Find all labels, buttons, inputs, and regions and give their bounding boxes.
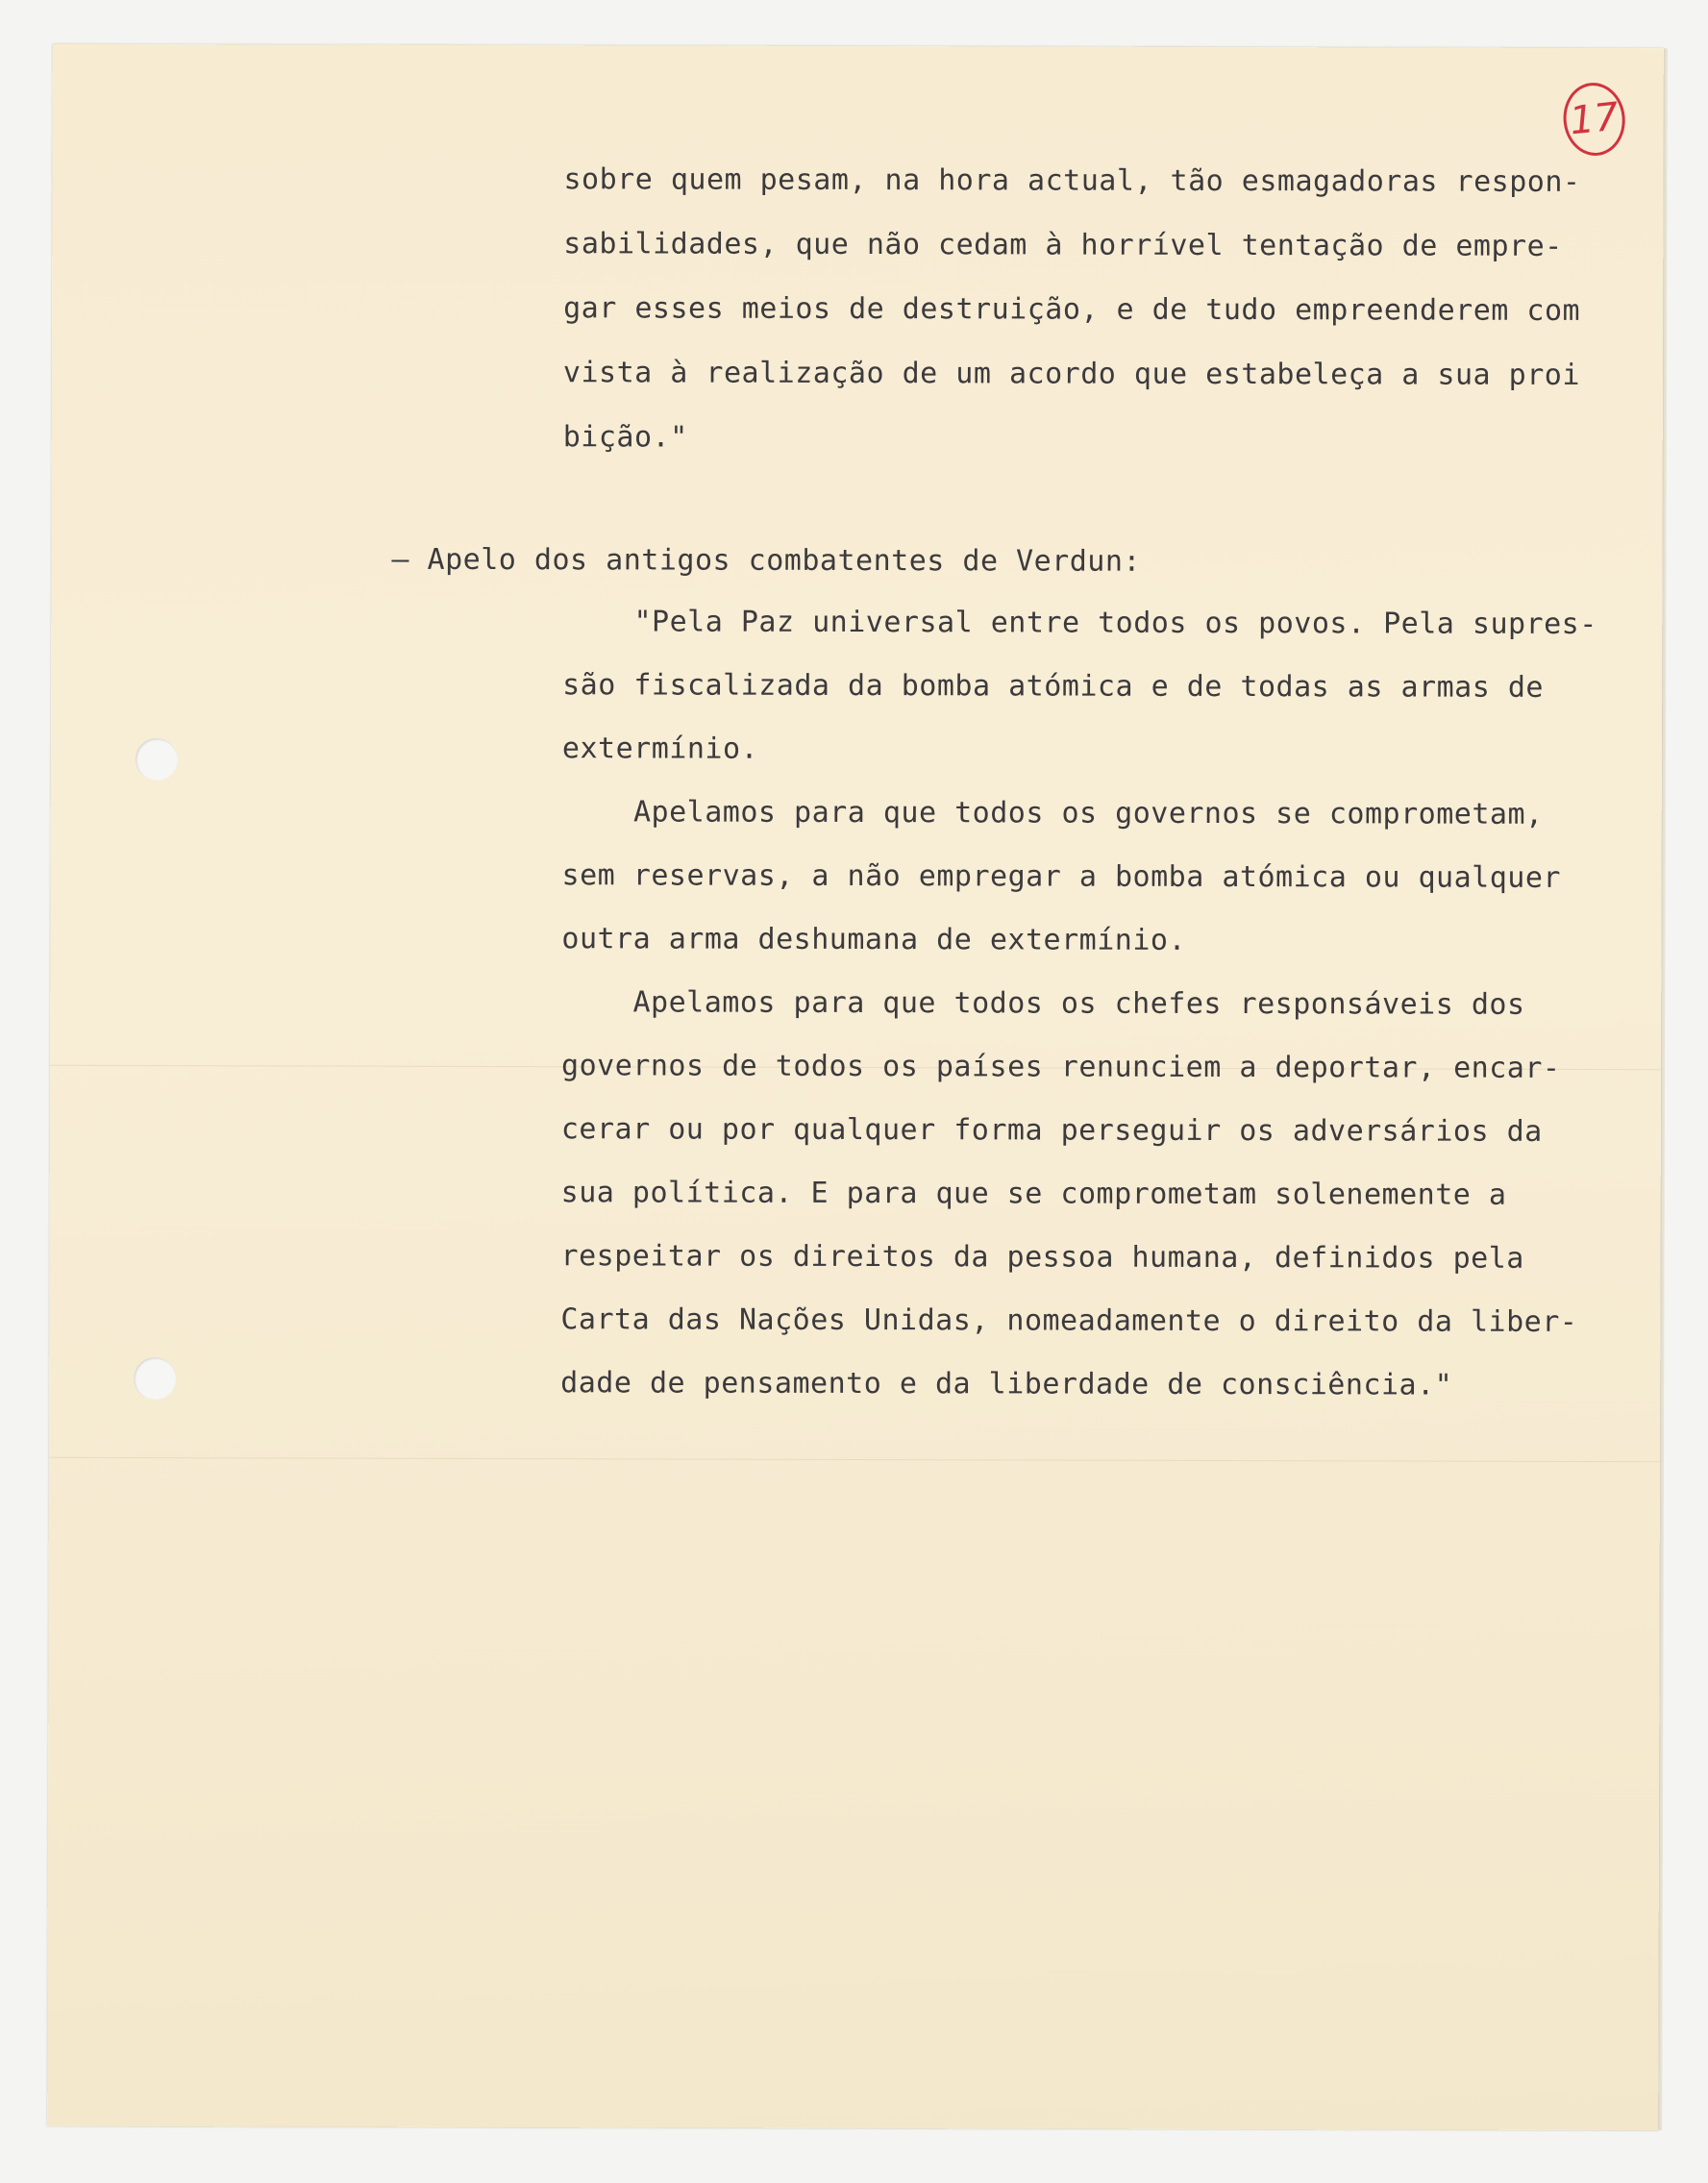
quote-1 <box>562 162 1581 455</box>
text-line: Carta das Nações Unidas, nomeadamente o direito da liber- <box>560 1302 1578 1339</box>
punch-hole <box>136 738 178 781</box>
text-line: Apelamos para que todos os chefes responsáveis dos <box>561 985 1525 1022</box>
document-page <box>47 44 1664 2130</box>
text-line: extermínio. <box>561 732 759 766</box>
text-line: sem reservas, a não empregar a bomba atómica ou qualquer <box>561 858 1562 895</box>
text-line: sobre quem pesam, na hora actual, tão esmagadoras respon- <box>563 162 1581 199</box>
text-line: governos de todos os países renunciem a deportar, encar- <box>561 1049 1561 1085</box>
text-line: bição." <box>562 420 688 455</box>
text-line: gar esses meios de destruição, e de tudo empreenderem com <box>563 291 1581 328</box>
text-line: respeitar os direitos da pessoa humana, definidos pela <box>560 1239 1524 1276</box>
text-line: são fiscalizada da bomba atómica e de todas as armas de <box>562 668 1545 705</box>
text-line: cerar ou por qualquer forma perseguir os adversários da <box>560 1112 1543 1149</box>
heading-text: — Apelo dos antigos combatentes de Verdun: <box>391 542 1142 579</box>
paper-fold <box>49 1457 1660 1462</box>
text-line: Apelamos para que todos os governos se comprometam, <box>561 795 1544 831</box>
page-number-circle: 17 <box>1560 80 1628 159</box>
text-line: dade de pensamento e da liberdade de consciência." <box>560 1366 1453 1402</box>
text-line: sabilidades, que não cedam à horrível tentação de empre- <box>563 227 1563 263</box>
text-line: outra arma deshumana de extermínio. <box>561 922 1187 957</box>
quote-2 <box>560 605 1597 1402</box>
text-line: vista à realização de um acordo que estabeleça a sua proi <box>562 356 1581 392</box>
text-line: "Pela Paz universal entre todos os povos. Pela supres- <box>562 605 1597 642</box>
punch-hole <box>134 1357 176 1400</box>
text-line: sua política. E para que se comprometam solenemente a <box>560 1176 1507 1212</box>
